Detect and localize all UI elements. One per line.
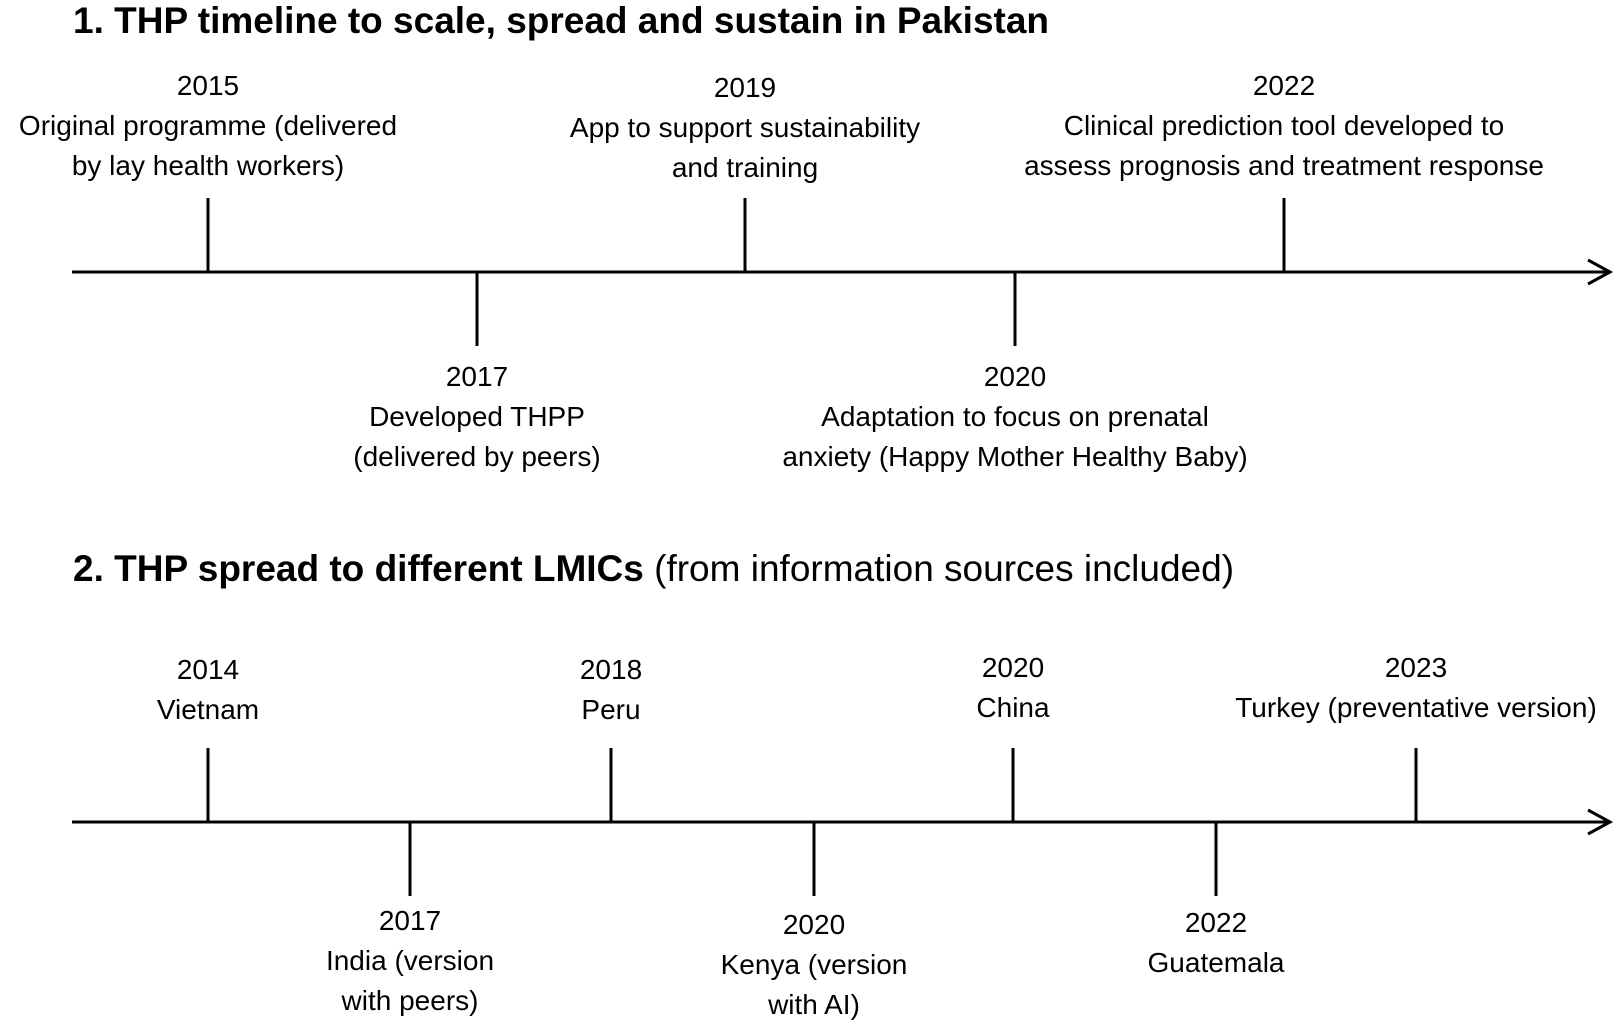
event-year: 2020 bbox=[983, 361, 1047, 392]
timeline-2-event-4 bbox=[721, 905, 908, 1025]
timeline-1-event-4 bbox=[782, 357, 1247, 477]
event-label-line: with AI) bbox=[768, 989, 860, 1020]
timeline-2-event-6 bbox=[1148, 903, 1285, 983]
event-label-line: App to support sustainability bbox=[569, 112, 921, 143]
event-year: 2022 bbox=[1252, 70, 1316, 101]
event-year: 2017 bbox=[378, 905, 442, 936]
event-label-line: Peru bbox=[581, 694, 641, 725]
event-year: 2014 bbox=[176, 654, 240, 685]
event-year: 2020 bbox=[782, 909, 846, 940]
event-label-line: and training bbox=[671, 152, 819, 183]
timeline-2-event-3 bbox=[580, 650, 642, 730]
event-label-line: China bbox=[976, 692, 1050, 723]
timeline-2-event-7 bbox=[1235, 648, 1597, 728]
event-label-line: India (version bbox=[325, 945, 495, 976]
event-year: 2017 bbox=[445, 361, 509, 392]
event-label-line: (delivered by peers) bbox=[353, 441, 601, 472]
timeline-2-event-2 bbox=[326, 901, 494, 1021]
event-label-line: Adaptation to focus on prenatal bbox=[821, 401, 1209, 432]
event-year: 2022 bbox=[1184, 907, 1248, 938]
timeline-2-event-5 bbox=[976, 648, 1049, 728]
timeline-1-event-3 bbox=[570, 68, 920, 188]
event-year: 2015 bbox=[176, 70, 240, 101]
event-label-line: Vietnam bbox=[156, 694, 260, 725]
event-year: 2019 bbox=[713, 72, 777, 103]
event-label-line: Kenya (version bbox=[720, 949, 908, 980]
event-label-line: by lay health workers) bbox=[71, 150, 345, 181]
timeline-2-heading-rest: (from information sources included) bbox=[643, 548, 1235, 589]
timeline-1-event-2 bbox=[353, 357, 600, 477]
timeline-1-event-1 bbox=[19, 66, 397, 186]
event-year: 2020 bbox=[981, 652, 1045, 683]
event-year: 2023 bbox=[1384, 652, 1448, 683]
event-label-line: assess prognosis and treatment response bbox=[1024, 150, 1544, 181]
event-year: 2018 bbox=[579, 654, 643, 685]
event-label-line: Clinical prediction tool developed to bbox=[1063, 110, 1505, 141]
timeline-2-event-1 bbox=[157, 650, 259, 730]
timeline-1-heading-bold: 1. THP timeline to scale, spread and sustain in Pakistan bbox=[73, 0, 1050, 41]
timeline-1-event-5 bbox=[1024, 66, 1544, 186]
timeline-2-heading-bold: 2. THP spread to different LMICs bbox=[73, 548, 644, 589]
event-label-line: Original programme (delivered bbox=[18, 110, 398, 141]
event-label-line: anxiety (Happy Mother Healthy Baby) bbox=[782, 441, 1248, 472]
event-label-line: Guatemala bbox=[1147, 947, 1285, 978]
event-label-line: with peers) bbox=[341, 985, 479, 1016]
event-label-line: Developed THPP bbox=[369, 401, 585, 432]
event-label-line: Turkey (preventative version) bbox=[1235, 692, 1597, 723]
